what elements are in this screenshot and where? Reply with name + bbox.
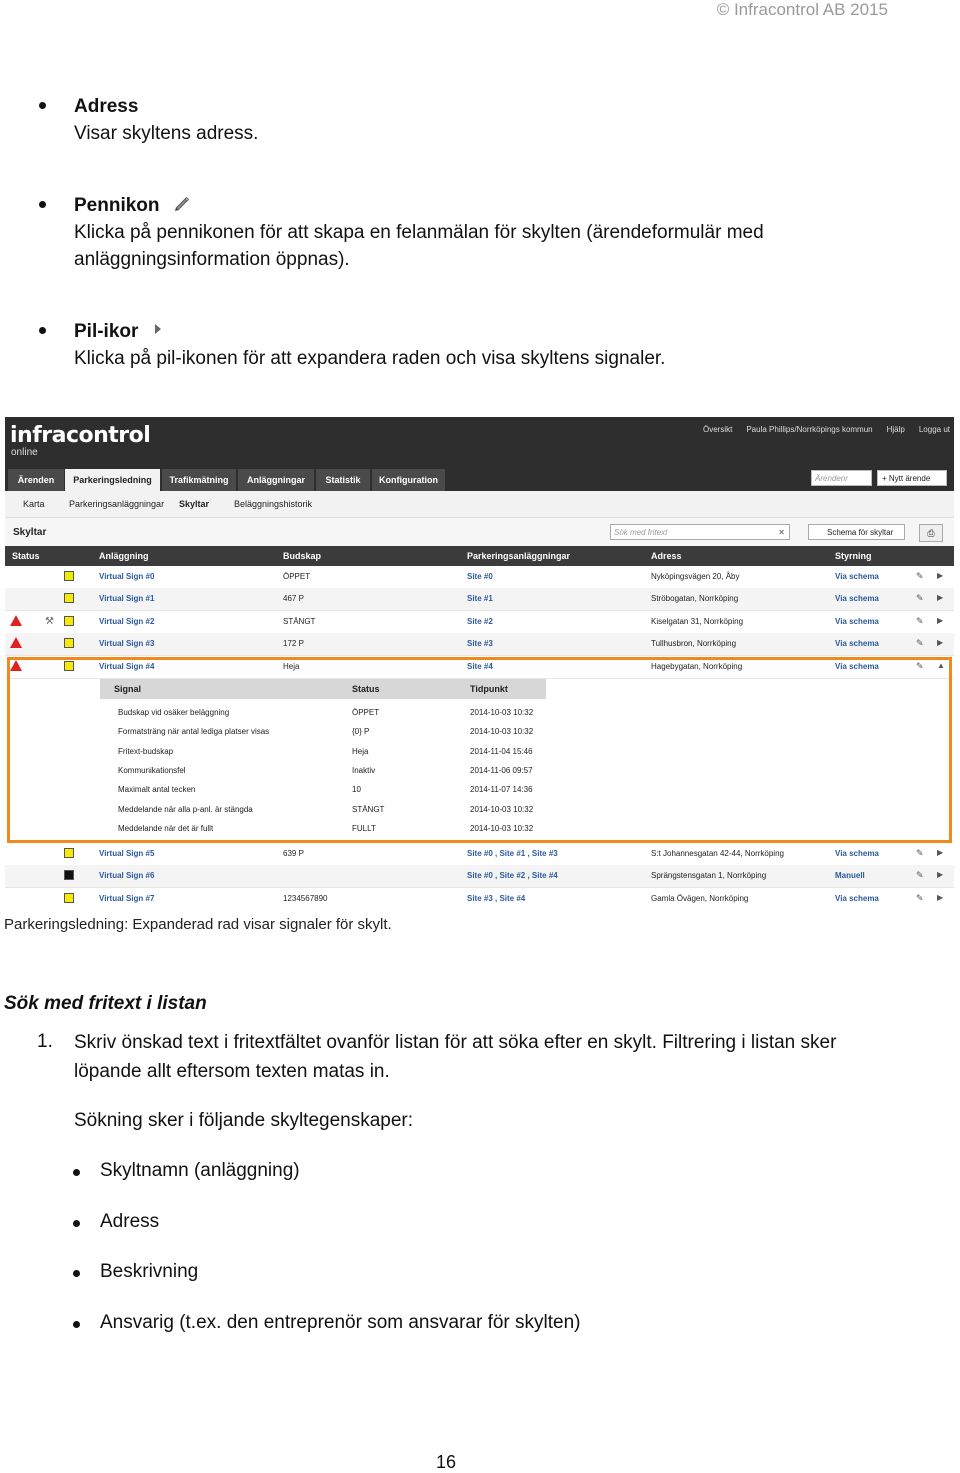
tab-konfiguration[interactable]: Konfiguration (372, 469, 445, 491)
app-header (5, 417, 954, 465)
arrow-right-icon[interactable]: ▶ (937, 571, 944, 580)
signal-cell: Meddelande när alla p-anl. är stängda (118, 804, 253, 814)
table-cell[interactable]: Site #0 , Site #1 , Site #3 (467, 849, 558, 858)
overview-link[interactable]: Översikt (703, 425, 733, 434)
signal-row (100, 761, 546, 780)
column-header[interactable]: Status (12, 551, 40, 561)
expanded-signal-panel (7, 657, 952, 843)
step-text (74, 1028, 836, 1086)
table-cell[interactable]: Site #2 (467, 616, 493, 626)
signal-cell: Maximalt antal tecken (118, 785, 196, 795)
section-heading: Sök med fritext i listan (4, 993, 207, 1014)
table-cell[interactable]: Virtual Sign #0 (99, 572, 155, 581)
app-logo: infracontrol (10, 423, 151, 448)
tab-statistik[interactable]: Statistik (316, 469, 370, 491)
table-cell[interactable]: Via schema (835, 572, 879, 581)
subnav-belaggningshistorik[interactable]: Beläggningshistorik (234, 499, 313, 509)
bullet (39, 327, 46, 334)
column-header: Status (352, 684, 380, 694)
column-header[interactable]: Parkeringsanläggningar (467, 551, 571, 561)
wrench-icon: ⚒ (45, 615, 54, 627)
plus-icon: + (882, 474, 889, 483)
table-cell: Ströbogatan, Norrköping (651, 594, 739, 604)
table-cell: Tullhusbron, Norrköping (651, 639, 737, 649)
pencil-icon (173, 192, 191, 219)
column-header[interactable]: Budskap (283, 551, 322, 561)
signal-cell: 2014-10-03 10:32 (470, 727, 534, 737)
item-title: Adress (74, 96, 139, 117)
property-item: Adress (100, 1211, 160, 1232)
tab-arenden[interactable]: Ärenden (8, 469, 64, 491)
signal-cell: Fritext-budskap (118, 746, 174, 756)
item-text: Klicka på pil-ikonen för att expandera raden och visa skyltens signaler. (74, 348, 666, 370)
help-link[interactable]: Hjälp (886, 425, 905, 434)
item-adress (74, 93, 258, 147)
table-cell[interactable]: Virtual Sign #2 (99, 616, 155, 626)
table-cell[interactable]: Site #3 , Site #4 (467, 893, 526, 903)
signal-cell: 2014-11-07 14:36 (470, 785, 533, 795)
table-cell: STÄNGT (283, 616, 316, 626)
signal-cell: Heja (352, 746, 369, 756)
table-cell[interactable]: Virtual Sign #5 (99, 849, 155, 858)
column-header: Signal (114, 684, 142, 694)
table-cell: Heja (283, 661, 300, 671)
app-screenshot (5, 417, 954, 910)
signal-row (100, 742, 546, 761)
bullet (39, 102, 46, 109)
signal-cell: ÖPPET (352, 708, 380, 717)
table-cell: Gamla Övägen, Norrköping (651, 893, 749, 903)
table-cell: 639 P (283, 849, 304, 858)
tab-trafikmatning[interactable]: Trafikmätning (162, 469, 236, 491)
arrow-right-icon[interactable]: ▶ (937, 593, 944, 603)
warning-icon (10, 637, 22, 648)
step-line: Skriv önskad text i fritextfältet ovanför listan för att söka efter en skylt. Filtrering i listan sker (74, 1032, 837, 1053)
property-item: Beskrivning (100, 1261, 199, 1282)
search-input[interactable] (610, 524, 790, 540)
pencil-icon[interactable]: ✎ (916, 848, 924, 858)
table-cell[interactable]: Virtual Sign #4 (99, 661, 155, 671)
item-title: Pennikon (74, 195, 160, 216)
table-cell: S:t Johannesgatan 42-44, Norrköping (651, 849, 784, 858)
sign-color-indicator (64, 593, 74, 603)
sign-color-indicator (64, 571, 74, 581)
item-text: Visar skyltens adress. (74, 123, 259, 144)
logout-link[interactable]: Logga ut (918, 425, 950, 434)
table-cell: ÖPPET (283, 572, 311, 581)
tab-anlaggningar[interactable]: Anläggningar (238, 469, 314, 491)
table-cell: 467 P (283, 594, 304, 604)
table-cell: 1234567890 (283, 893, 328, 903)
top-links (703, 425, 950, 434)
table-row[interactable] (5, 888, 954, 910)
sign-color-indicator (64, 638, 74, 648)
bullet (73, 1270, 80, 1277)
signal-row (100, 819, 546, 838)
user-menu[interactable]: Paula Phillips/Norrköpings kommun (746, 425, 873, 434)
pencil-icon[interactable]: ✎ (916, 571, 924, 581)
arrow-right-icon[interactable]: ▶ (937, 638, 944, 648)
table-cell[interactable]: Via schema (835, 893, 879, 903)
table-row[interactable] (5, 611, 954, 634)
pencil-icon[interactable]: ✎ (916, 638, 924, 649)
table-cell[interactable]: Via schema (835, 594, 879, 604)
signal-cell: Budskap vid osäker beläggning (118, 708, 230, 717)
table-cell[interactable]: Site #0 , Site #2 , Site #4 (467, 871, 558, 881)
copyright-notice: © Infracontrol AB 2015 (716, 0, 888, 19)
page-title: Skyltar (13, 527, 47, 538)
bullet (73, 1321, 80, 1328)
subnav-skyltar[interactable]: Skyltar (179, 499, 210, 509)
table-cell: 172 P (283, 639, 304, 649)
table-cell[interactable]: Via schema (835, 661, 879, 671)
signal-cell: 2014-11-04 15:46 (470, 746, 533, 756)
print-icon[interactable]: ⎙ (919, 524, 943, 542)
pencil-icon[interactable]: ✎ (916, 892, 924, 903)
column-header: Tidpunkt (470, 684, 508, 694)
sign-color-indicator (64, 848, 74, 858)
signal-row (100, 780, 546, 799)
search-placeholder: Sök med fritext (614, 528, 668, 537)
column-header[interactable]: Adress (651, 551, 682, 561)
arrow-right-icon[interactable]: ▶ (937, 615, 944, 625)
table-cell[interactable]: Site #4 (467, 661, 493, 671)
signal-cell: 2014-10-03 10:32 (470, 823, 534, 833)
sign-color-indicator (64, 616, 74, 626)
column-header[interactable]: Anläggning (99, 551, 149, 561)
pencil-icon[interactable]: ✎ (916, 615, 924, 626)
bullet (73, 1220, 80, 1227)
table-row[interactable] (5, 588, 954, 611)
signal-cell: 2014-10-03 10:32 (470, 804, 534, 814)
signal-row (100, 703, 546, 722)
table-header (5, 546, 954, 566)
table-cell[interactable]: Virtual Sign #6 (99, 871, 155, 881)
table-cell[interactable]: Manuell (835, 871, 865, 881)
signal-cell: 2014-11-06 09:57 (470, 765, 533, 775)
signal-cell: 10 (352, 785, 361, 795)
signal-cell: Formatsträng när antal lediga platser visas (118, 727, 270, 737)
table-row[interactable] (5, 566, 954, 589)
table-row[interactable] (5, 633, 954, 656)
table-row[interactable] (5, 843, 954, 866)
close-icon[interactable]: ✕ (778, 528, 785, 537)
item-text: Klicka på pennikonen för att skapa en felanmälan för skylten (ärendeformulär med (74, 222, 764, 244)
list-toolbar (5, 518, 954, 546)
table-cell[interactable]: Via schema (835, 616, 879, 626)
figure-caption: Parkeringsledning: Expanderad rad visar signaler för skylt. (4, 916, 392, 933)
table-cell: Nyköpingsvägen 20, Åby (651, 572, 740, 581)
signal-cell: Inaktiv (352, 765, 376, 775)
new-case-label: Nytt ärende (888, 474, 931, 483)
new-case-button[interactable] (877, 470, 947, 486)
property-item: Skyltnamn (anläggning) (100, 1160, 300, 1181)
page-number: 16 (435, 1452, 457, 1472)
item-pil-ikor (74, 318, 665, 372)
tab-parkeringsledning[interactable]: Parkeringsledning (65, 469, 160, 491)
subnav-parkeringsanlaggningar[interactable]: Parkeringsanläggningar (69, 499, 165, 509)
signal-row (100, 722, 546, 741)
step-line: löpande allt eftersom texten matas in. (74, 1061, 390, 1082)
table-cell[interactable]: Site #0 (467, 572, 493, 581)
table-cell[interactable]: Virtual Sign #1 (99, 594, 155, 604)
arrow-right-icon (152, 318, 164, 345)
sign-color-indicator (64, 870, 74, 880)
subnav-karta[interactable]: Karta (23, 499, 45, 509)
signal-row (100, 800, 546, 819)
schema-button[interactable]: Schema för skyltar (808, 524, 905, 540)
table-cell[interactable]: Site #1 (467, 594, 493, 604)
signal-cell: 2014-10-03 10:32 (470, 708, 534, 717)
arrow-right-icon[interactable]: ▶ (937, 848, 944, 857)
signal-table-header (100, 679, 546, 699)
bullet (39, 201, 46, 208)
app-logo-subtitle: online (11, 447, 38, 458)
table-cell: Hagebygatan, Norrköping (651, 661, 743, 671)
warning-icon (10, 615, 22, 626)
table-cell[interactable]: Virtual Sign #7 (99, 893, 155, 903)
table-row[interactable] (5, 865, 954, 888)
signal-cell: {0} P (352, 727, 370, 737)
item-pennikon (74, 192, 764, 273)
pencil-icon[interactable]: ✎ (916, 593, 924, 604)
arrow-right-icon[interactable]: ▶ (937, 892, 944, 902)
column-header[interactable]: Styrning (835, 551, 872, 561)
signal-cell: FULLT (352, 823, 376, 833)
pencil-icon[interactable]: ✎ (916, 870, 924, 881)
bullet (73, 1169, 80, 1176)
arrow-right-icon[interactable]: ▶ (937, 870, 944, 880)
sub-navigation (5, 491, 954, 518)
signal-cell: Kommunikationsfel (118, 765, 186, 775)
table-cell[interactable]: Site #3 (467, 639, 493, 649)
table-cell[interactable]: Via schema (835, 849, 879, 858)
item-title: Pil-ikor (74, 321, 139, 342)
table-cell: Kiselgatan 31, Norrköping (651, 616, 744, 626)
case-number-input[interactable]: Ärendenr (811, 470, 872, 486)
signal-cell: STÄNGT (352, 804, 385, 814)
step-number: 1. (37, 1031, 53, 1052)
signal-cell: Meddelande när det är fullt (118, 823, 214, 833)
sign-color-indicator (64, 893, 74, 903)
table-cell: Sprängstensgatan 1, Norrköping (651, 871, 767, 881)
property-item: Ansvarig (t.ex. den entreprenör som ansvarar för skylten) (100, 1312, 581, 1333)
arrow-up-icon[interactable]: ▲ (937, 660, 945, 670)
table-cell[interactable]: Virtual Sign #3 (99, 639, 155, 649)
intro-text: Sökning sker i följande skyltegenskaper: (74, 1110, 414, 1131)
item-text: anläggningsinformation öppnas). (74, 249, 350, 271)
pencil-icon[interactable]: ✎ (916, 660, 924, 671)
table-cell[interactable]: Via schema (835, 639, 879, 649)
